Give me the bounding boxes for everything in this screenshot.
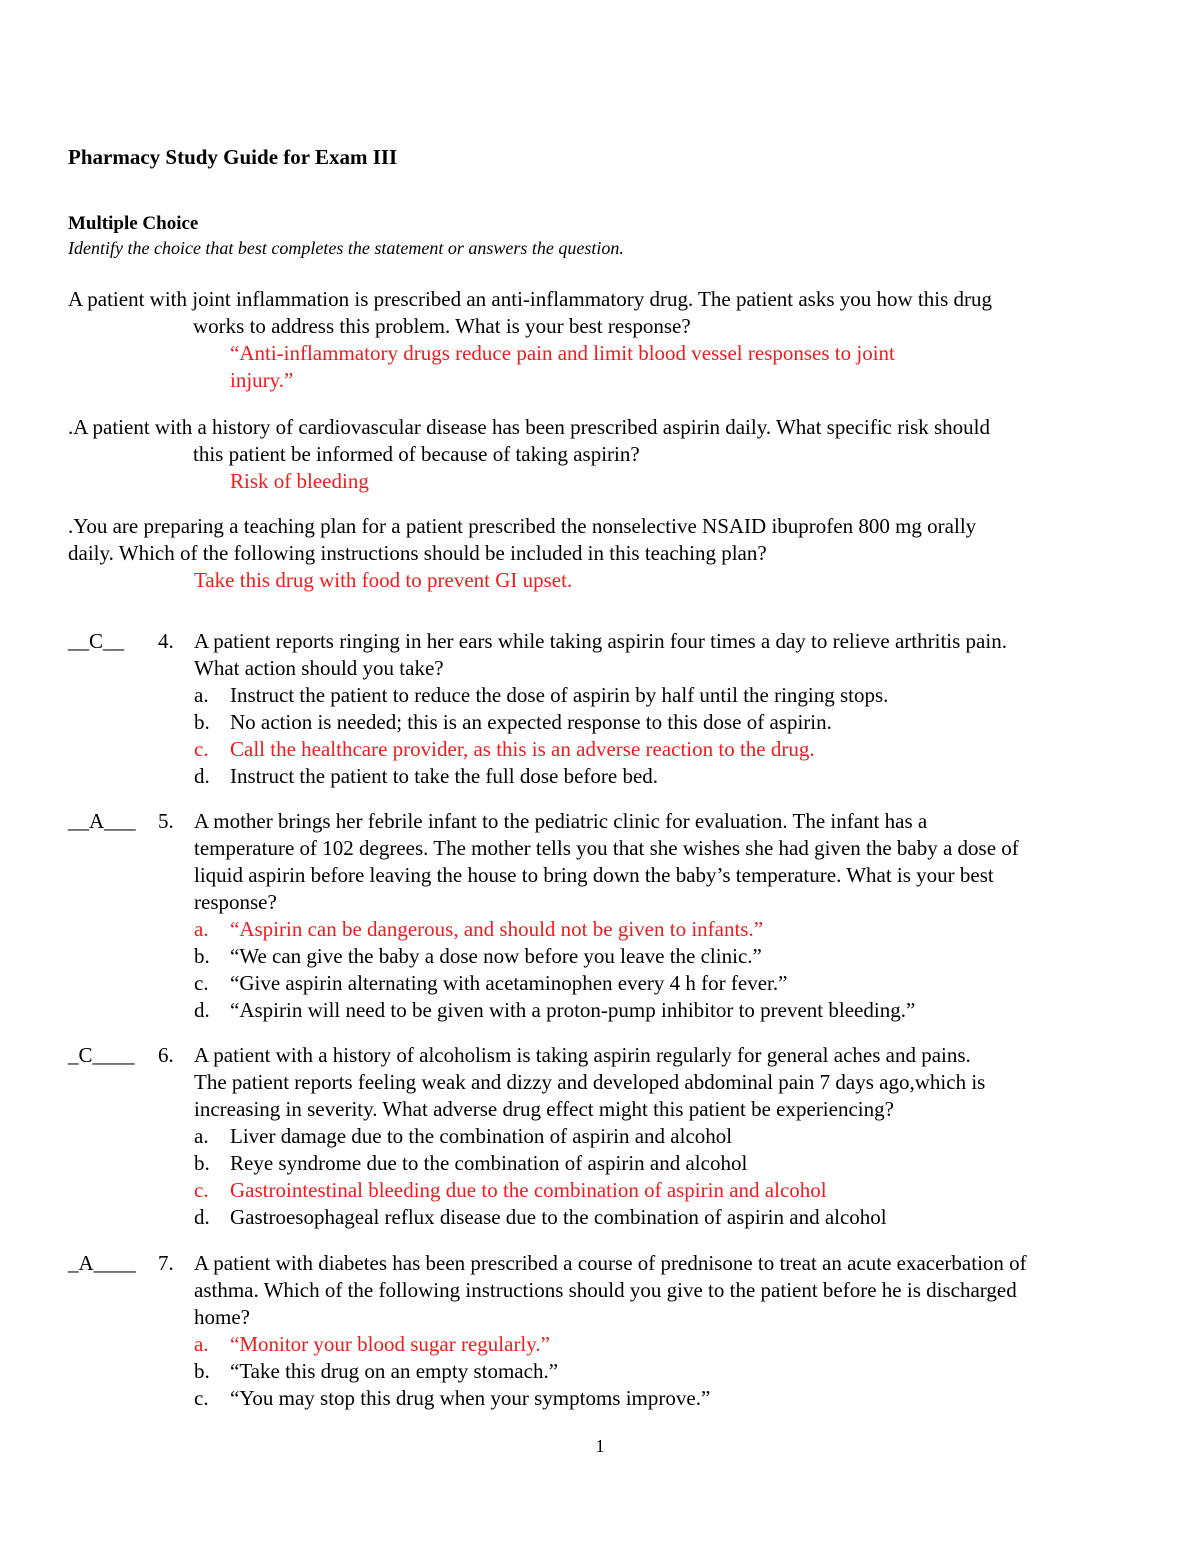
option-letter: b. — [194, 1151, 210, 1175]
option-d — [194, 1204, 1164, 1231]
question-text-line: works to address this problem. What is your best response? — [193, 314, 691, 338]
question-number: 4. — [158, 629, 174, 653]
stem-line: What action should you take? — [194, 656, 444, 680]
options-list — [194, 1123, 1164, 1231]
answer-blank: _A____ — [68, 1251, 136, 1275]
question-number: 7. — [158, 1251, 174, 1275]
option-a — [194, 682, 1164, 709]
option-b — [194, 1358, 1164, 1385]
option-letter: a. — [194, 917, 209, 941]
option-text: “Aspirin will need to be given with a proton-pump inhibitor to prevent bleeding.” — [230, 998, 916, 1022]
stem-line: asthma. Which of the following instructions should you give to the patient before he is discharged — [194, 1278, 1017, 1302]
option-letter: d. — [194, 998, 210, 1022]
option-text: “Give aspirin alternating with acetaminophen every 4 h for fever.” — [230, 971, 788, 995]
open-question-3 — [68, 513, 1148, 594]
answer-blank: __A___ — [68, 809, 136, 833]
option-text: Gastroesophageal reflux disease due to the combination of aspirin and alcohol — [230, 1205, 887, 1229]
page-number: 1 — [595, 1436, 605, 1456]
stem-line: A mother brings her febrile infant to the pediatric clinic for evaluation. The infant has a — [194, 809, 928, 833]
open-question-2 — [68, 414, 1148, 495]
option-text: Gastrointestinal bleeding due to the combination of aspirin and alcohol — [230, 1178, 827, 1202]
question-text-line: this patient be informed of because of taking aspirin? — [193, 442, 640, 466]
option-letter: c. — [194, 737, 209, 761]
section-heading: Multiple Choice — [68, 213, 199, 234]
question-stem — [194, 628, 1164, 682]
stem-line: response? — [194, 890, 277, 914]
question-text-line: daily. Which of the following instructions should be included in this teaching plan? — [68, 541, 767, 565]
question-text-line: A patient with joint inflammation is prescribed an anti-inflammatory drug. The patient asks you how this drug — [68, 287, 993, 311]
option-text: “You may stop this drug when your symptoms improve.” — [230, 1386, 711, 1410]
option-letter: c. — [194, 971, 209, 995]
option-letter: b. — [194, 1359, 210, 1383]
answer-blank: _C____ — [68, 1043, 135, 1067]
option-a-correct — [194, 1331, 1164, 1358]
option-b — [194, 1150, 1164, 1177]
question-number: 6. — [158, 1043, 174, 1067]
option-text: Call the healthcare provider, as this is an adverse reaction to the drug. — [230, 737, 815, 761]
option-text: “We can give the baby a dose now before you leave the clinic.” — [230, 944, 762, 968]
question-text-line: .A patient with a history of cardiovascular disease has been prescribed aspirin daily. What specific risk should — [68, 415, 990, 439]
option-b — [194, 709, 1164, 736]
option-letter: a. — [194, 1124, 209, 1148]
option-a — [194, 1123, 1164, 1150]
answer-text: injury.” — [230, 368, 294, 392]
question-stem — [194, 1042, 1164, 1123]
stem-line: increasing in severity. What adverse drug effect might this patient be experiencing? — [194, 1097, 894, 1121]
option-letter: d. — [194, 1205, 210, 1229]
options-list — [194, 682, 1164, 790]
question-number: 5. — [158, 809, 174, 833]
option-letter: c. — [194, 1178, 209, 1202]
option-c-correct — [194, 1177, 1164, 1204]
option-c — [194, 970, 1164, 997]
question-text-line: .You are preparing a teaching plan for a patient prescribed the nonselective NSAID ibuprofen 800 mg orally — [68, 514, 977, 538]
option-text: “Take this drug on an empty stomach.” — [230, 1359, 559, 1383]
option-text: “Monitor your blood sugar regularly.” — [230, 1332, 550, 1356]
stem-line: A patient with a history of alcoholism is taking aspirin regularly for general aches and pains. — [194, 1043, 971, 1067]
option-text: “Aspirin can be dangerous, and should not be given to infants.” — [230, 917, 764, 941]
option-d — [194, 997, 1164, 1024]
option-text: Instruct the patient to take the full dose before bed. — [230, 764, 659, 788]
option-c — [194, 1385, 1164, 1412]
option-letter: b. — [194, 944, 210, 968]
option-text: No action is needed; this is an expected response to this dose of aspirin. — [230, 710, 832, 734]
option-letter: a. — [194, 1332, 209, 1356]
question-stem — [194, 808, 1164, 916]
option-a-correct — [194, 916, 1164, 943]
option-letter: a. — [194, 683, 209, 707]
instructions-text: Identify the choice that best completes the statement or answers the question. — [68, 238, 624, 258]
stem-line: A patient with diabetes has been prescribed a course of prednisone to treat an acute exacerbation of — [194, 1251, 1027, 1275]
option-b — [194, 943, 1164, 970]
option-letter: b. — [194, 710, 210, 734]
option-text: Instruct the patient to reduce the dose of aspirin by half until the ringing stops. — [230, 683, 889, 707]
options-list — [194, 916, 1164, 1024]
option-c-correct — [194, 736, 1164, 763]
stem-line: A patient reports ringing in her ears while taking aspirin four times a day to relieve arthritis pain. — [194, 629, 1007, 653]
open-question-1 — [68, 286, 1148, 394]
answer-text: Take this drug with food to prevent GI upset. — [194, 568, 573, 592]
option-letter: c. — [194, 1386, 209, 1410]
answer-text: “Anti-inflammatory drugs reduce pain and limit blood vessel responses to joint — [230, 341, 895, 365]
page-title: Pharmacy Study Guide for Exam III — [68, 145, 398, 169]
answer-blank: __C__ — [68, 629, 125, 653]
stem-line: The patient reports feeling weak and dizzy and developed abdominal pain 7 days ago,which is — [194, 1070, 986, 1094]
options-list — [194, 1331, 1164, 1412]
option-text: Reye syndrome due to the combination of aspirin and alcohol — [230, 1151, 748, 1175]
option-letter: d. — [194, 764, 210, 788]
option-text: Liver damage due to the combination of aspirin and alcohol — [230, 1124, 733, 1148]
stem-line: temperature of 102 degrees. The mother tells you that she wishes she had given the baby a dose of — [194, 836, 1019, 860]
option-d — [194, 763, 1164, 790]
stem-line: liquid aspirin before leaving the house to bring down the baby’s temperature. What is your best — [194, 863, 994, 887]
answer-text: Risk of bleeding — [230, 469, 369, 493]
question-stem — [194, 1250, 1164, 1331]
stem-line: home? — [194, 1305, 250, 1329]
